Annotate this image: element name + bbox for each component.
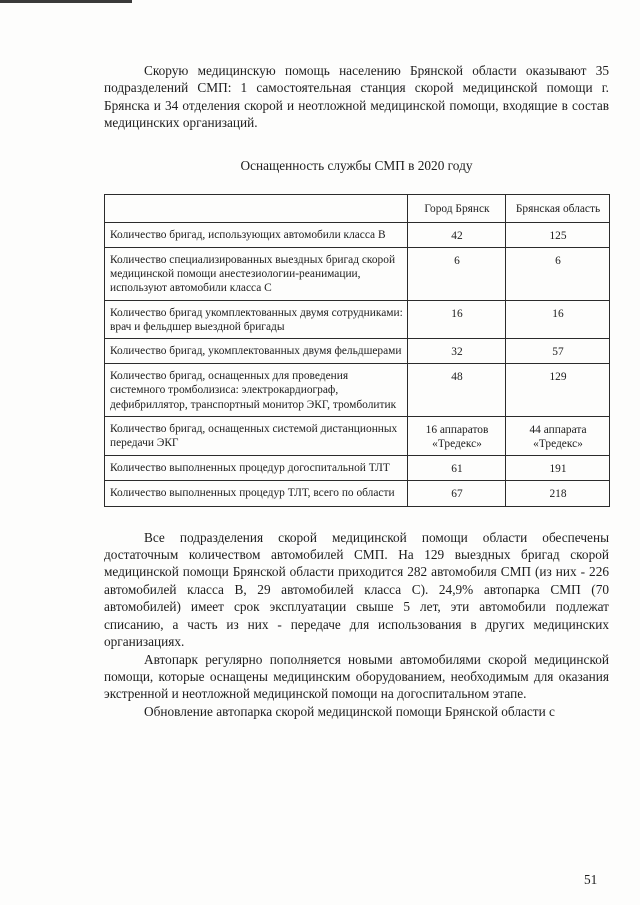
- equipment-table: [104, 194, 610, 507]
- body-paragraph: Обновление автопарка скорой медицинской помощи Брянской области с: [144, 703, 555, 719]
- table-row: [105, 222, 610, 247]
- intro-paragraph: Скорую медицинскую помощь населению Брянской области оказывают 35 подразделений СМП: 1 самостоятельная станция скорой медицинской помощи г. Брянска и 34 отделения скорой и неотложной медицинской помощи, входящие в состав медицинских организаций.: [104, 63, 609, 131]
- row-region-value: 218: [506, 481, 610, 506]
- body-paragraph: Автопарк регулярно пополняется новыми автомобилями скорой медицинской помощи, которые оснащены медицинским оборудованием, необходимым для оказания экстренной и неотложной медицинской помощи на догоспитальном этапе.: [104, 651, 609, 702]
- table-row: [105, 364, 610, 417]
- row-region-value: 57: [506, 339, 610, 364]
- row-region-value: 191: [506, 456, 610, 481]
- table-title: Оснащенность службы СМП в 2020 году: [240, 157, 473, 173]
- row-region-value: 6: [506, 248, 610, 301]
- row-label: Количество бригад, использующих автомобили класса В: [105, 222, 408, 247]
- body-paragraph: Все подразделения скорой медицинской помощи области обеспечены достаточным количеством автомобилей СМП. На 129 выездных бригад скорой медицинской помощи Брянской области приходится 282 автомобиля СМП (из них - 226 автомобилей класса В, 29 автомобилей класса С). 24,9% автопарка СМП (70 автомобилей) имеет срок эксплуатации свыше 5 лет, эти автомобили подлежат списанию, а часть из них - передаче для использования в других медицинских организациях.: [104, 529, 609, 650]
- header-city: Город Брянск: [408, 194, 506, 222]
- row-city-value: 16 аппаратов «Тредекс»: [408, 416, 506, 455]
- page-number: 51: [584, 872, 598, 887]
- row-region-value: 129: [506, 364, 610, 417]
- header-empty: [105, 194, 408, 222]
- document-page: [104, 62, 609, 720]
- table-row: [105, 339, 610, 364]
- row-label: Количество выполненных процедур догоспитальной ТЛТ: [105, 456, 408, 481]
- table-row: [105, 248, 610, 301]
- row-region-value: 125: [506, 222, 610, 247]
- row-region-value: 44 аппарата «Тредекс»: [506, 416, 610, 455]
- row-region-value: 16: [506, 300, 610, 338]
- table-row: [105, 416, 610, 455]
- row-label: Количество бригад, оснащенных для проведения системного тромболизиса: электрокардиограф, дефибриллятор, транспортный монитор ЭКГ, тромболитик: [105, 364, 408, 417]
- row-label: Количество бригад, укомплектованных двумя фельдшерами: [105, 339, 408, 364]
- row-label: Количество бригад, оснащенных системой дистанционных передачи ЭКГ: [105, 416, 408, 455]
- row-city-value: 48: [408, 364, 506, 417]
- row-city-value: 67: [408, 481, 506, 506]
- row-label: Количество бригад укомплектованных двумя сотрудниками: врач и фельдшер выездной бригады: [105, 300, 408, 338]
- row-label: Количество специализированных выездных бригад скорой медицинской помощи анестезиологии-реанимации, используют автомобили класса С: [105, 248, 408, 301]
- row-city-value: 16: [408, 300, 506, 338]
- header-region: Брянская область: [506, 194, 610, 222]
- table-header-row: [105, 194, 610, 222]
- table-row: [105, 300, 610, 338]
- table-row: [105, 456, 610, 481]
- row-city-value: 32: [408, 339, 506, 364]
- scan-edge-mark: [0, 0, 132, 3]
- row-city-value: 61: [408, 456, 506, 481]
- row-city-value: 6: [408, 248, 506, 301]
- table-row: [105, 481, 610, 506]
- row-label: Количество выполненных процедур ТЛТ, всего по области: [105, 481, 408, 506]
- row-city-value: 42: [408, 222, 506, 247]
